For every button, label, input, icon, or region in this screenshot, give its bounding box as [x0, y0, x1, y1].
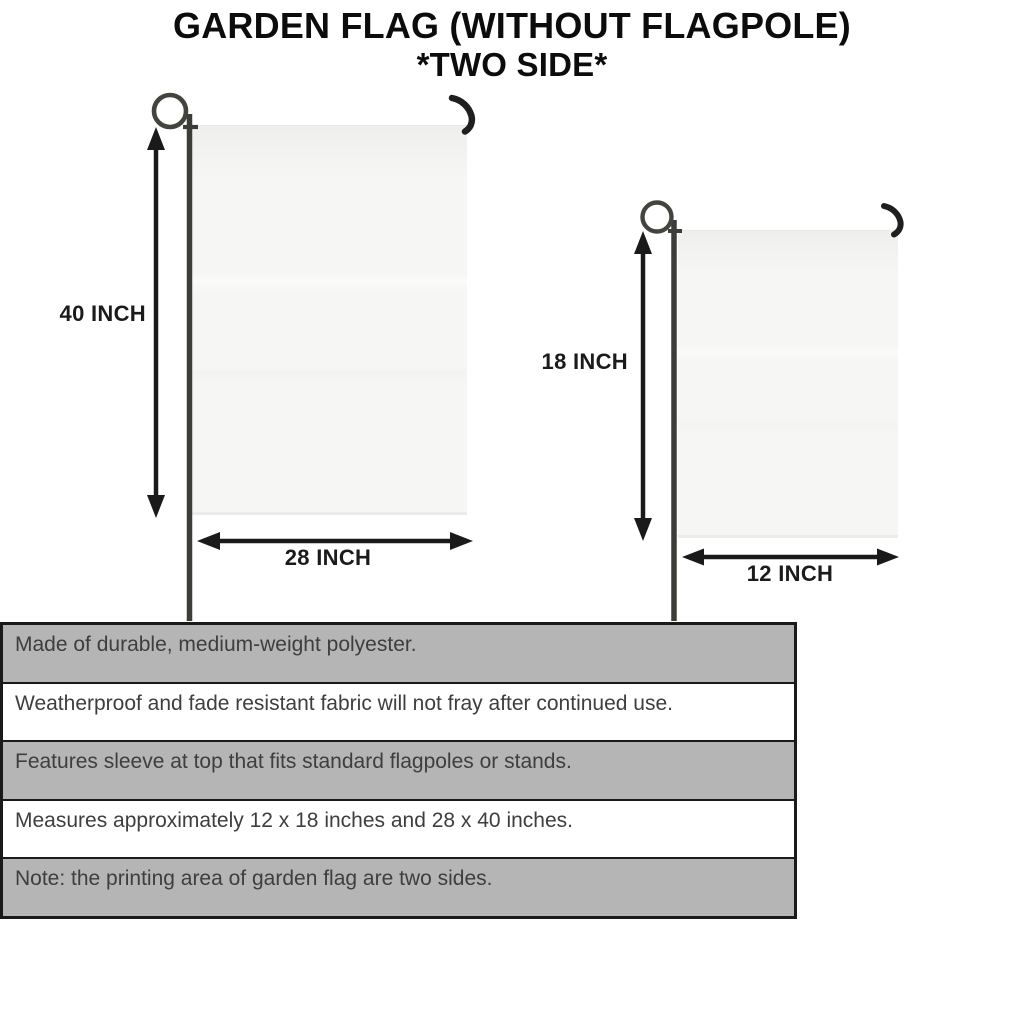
feature-row [3, 625, 794, 682]
feature-text: Measures approximately 12 x 18 inches and 28 x 40 inches. [15, 808, 573, 832]
title-block [0, 6, 1024, 83]
flagpole-loop-icon [154, 95, 186, 127]
flag-clip-hook-icon [884, 206, 901, 235]
page-title: GARDEN FLAG (WITHOUT FLAGPOLE) [173, 5, 851, 46]
feature-text: Made of durable, medium-weight polyester. [15, 633, 417, 656]
feature-text: Note: the printing area of garden flag are two sides. [15, 867, 493, 891]
feature-row [3, 740, 794, 799]
small-flag-height-label: 18 INCH [541, 349, 628, 374]
large-flag-width-label: 28 INCH [284, 545, 372, 570]
flagpole-loop-icon [643, 203, 672, 232]
large-flag-height-label: 40 INCH [59, 301, 146, 326]
large-flag-height-arrow double-headed-arrow-icon [147, 127, 165, 518]
small-flag-width-label: 12 INCH [746, 561, 834, 586]
features-table [0, 622, 797, 919]
diagram-graphics [0, 85, 1024, 625]
page-subtitle: *TWO SIDE* [416, 46, 608, 83]
flag-clip-hook-icon [452, 98, 472, 132]
small-flag-height-arrow double-headed-arrow-icon [634, 231, 652, 541]
feature-text: Weatherproof and fade resistant fabric will not fray after continued use. [15, 691, 673, 715]
feature-text: Features sleeve at top that fits standard flagpoles or stands. [15, 750, 572, 774]
feature-row [3, 682, 794, 741]
feature-row [3, 857, 794, 916]
feature-row [3, 799, 794, 858]
